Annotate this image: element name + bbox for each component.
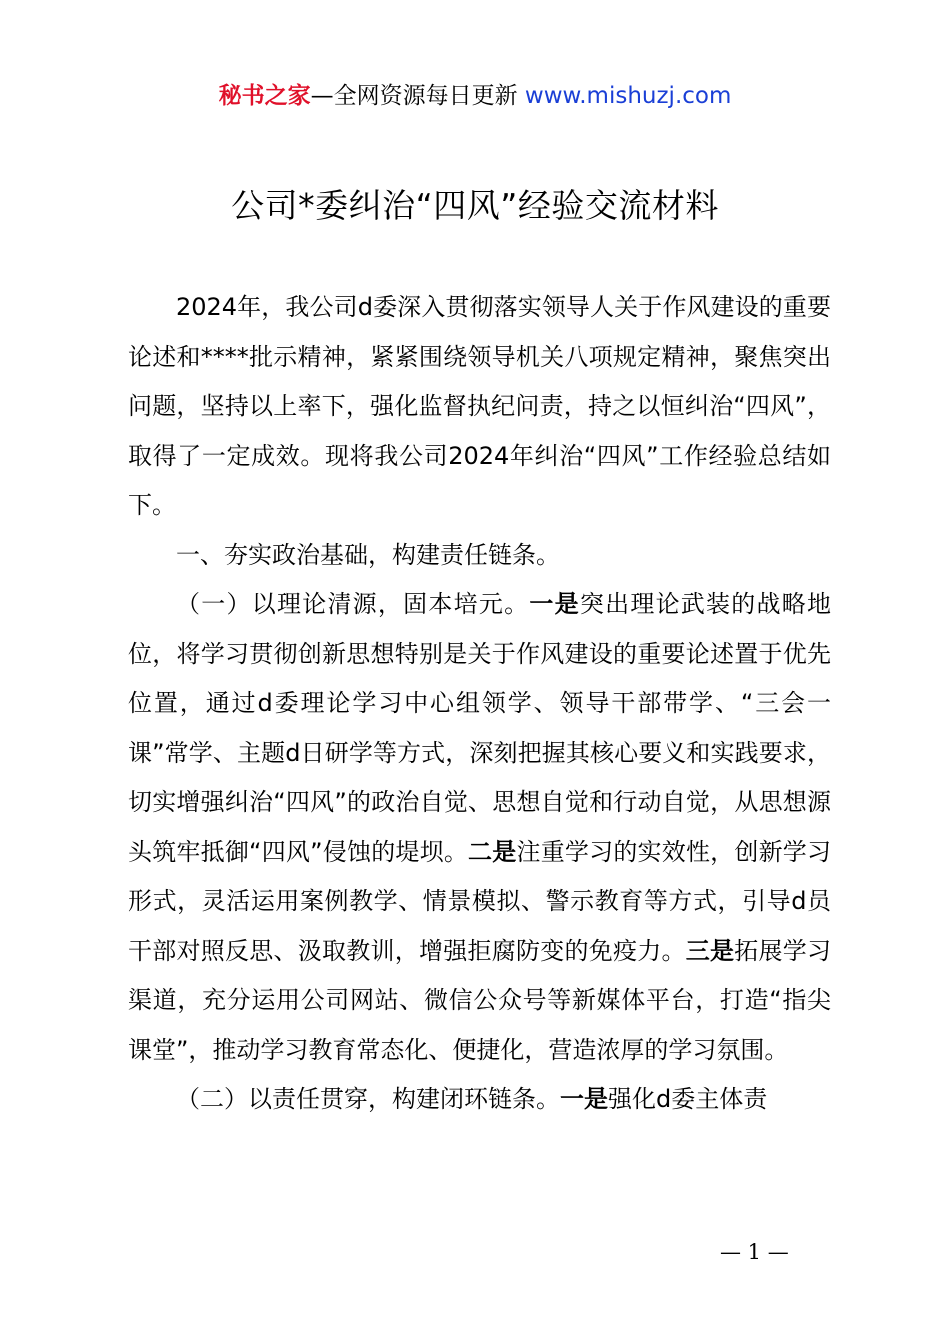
point-marker: 一是 xyxy=(560,1085,608,1113)
document-title: 公司*委纠治“四风”经验交流材料 xyxy=(231,186,719,225)
point-marker: 三是 xyxy=(685,936,735,965)
banner-tagline: —全网资源每日更新 xyxy=(310,83,525,109)
document-body xyxy=(128,283,831,1125)
point-marker: 二是 xyxy=(468,837,517,866)
point-text: 强化d委主体责 xyxy=(608,1085,768,1113)
point-text: 注重学习的实效性，创新学习形式，灵活运用案例教学、情景模拟、警示教育等方式，引导d员干部对照反思、汲取教训，增强拒腐防变的免疫力。 xyxy=(128,837,832,965)
section-heading-1: 一、夯实政治基础，构建责任链条。 xyxy=(176,540,560,569)
subsection-lead: （一）以理论清源，固本培元。 xyxy=(176,590,530,618)
subsection-paragraph-2 xyxy=(128,1075,831,1125)
page-number: — 1 — xyxy=(720,1240,789,1264)
subsection-paragraph-1 xyxy=(128,580,831,1075)
point-marker: 一是 xyxy=(529,590,580,618)
point-text: 拓展学习渠道，充分运用公司网站、微信公众号等新媒体平台，打造“指尖课堂”，推动学习教育常态化、便捷化，营造浓厚的学习氛围。 xyxy=(128,936,831,1064)
subsection-lead: （二）以责任贯穿，构建闭环链条。 xyxy=(176,1085,560,1113)
site-banner xyxy=(0,80,950,112)
banner-url-link[interactable]: www.mishuzj.com xyxy=(524,83,732,109)
point-text: 突出理论武装的战略地位，将学习贯彻创新思想特别是关于作风建设的重要论述置于优先位置，通过d委理论学习中心组领学、领导干部带学、“三会一课”常学、主题d日研学等方式，深刻把握其核心要义和实践要求，切实增强纠治“四风”的政治自觉、思想自觉和行动自觉，从思想源头筑牢抵御“四风”侵蚀的堤坝。 xyxy=(128,590,832,866)
intro-paragraph: 2024年，我公司d委深入贯彻落实领导人关于作风建设的重要论述和****批示精神，紧紧围绕领导机关八项规定精神，聚焦突出问题，坚持以上率下，强化监督执纪问责，持之以恒纠治“四风”，取得了一定成效。现将我公司2024年纠治“四风”工作经验总结如下。 xyxy=(128,293,831,519)
banner-brand: 秘书之家 xyxy=(218,83,311,109)
